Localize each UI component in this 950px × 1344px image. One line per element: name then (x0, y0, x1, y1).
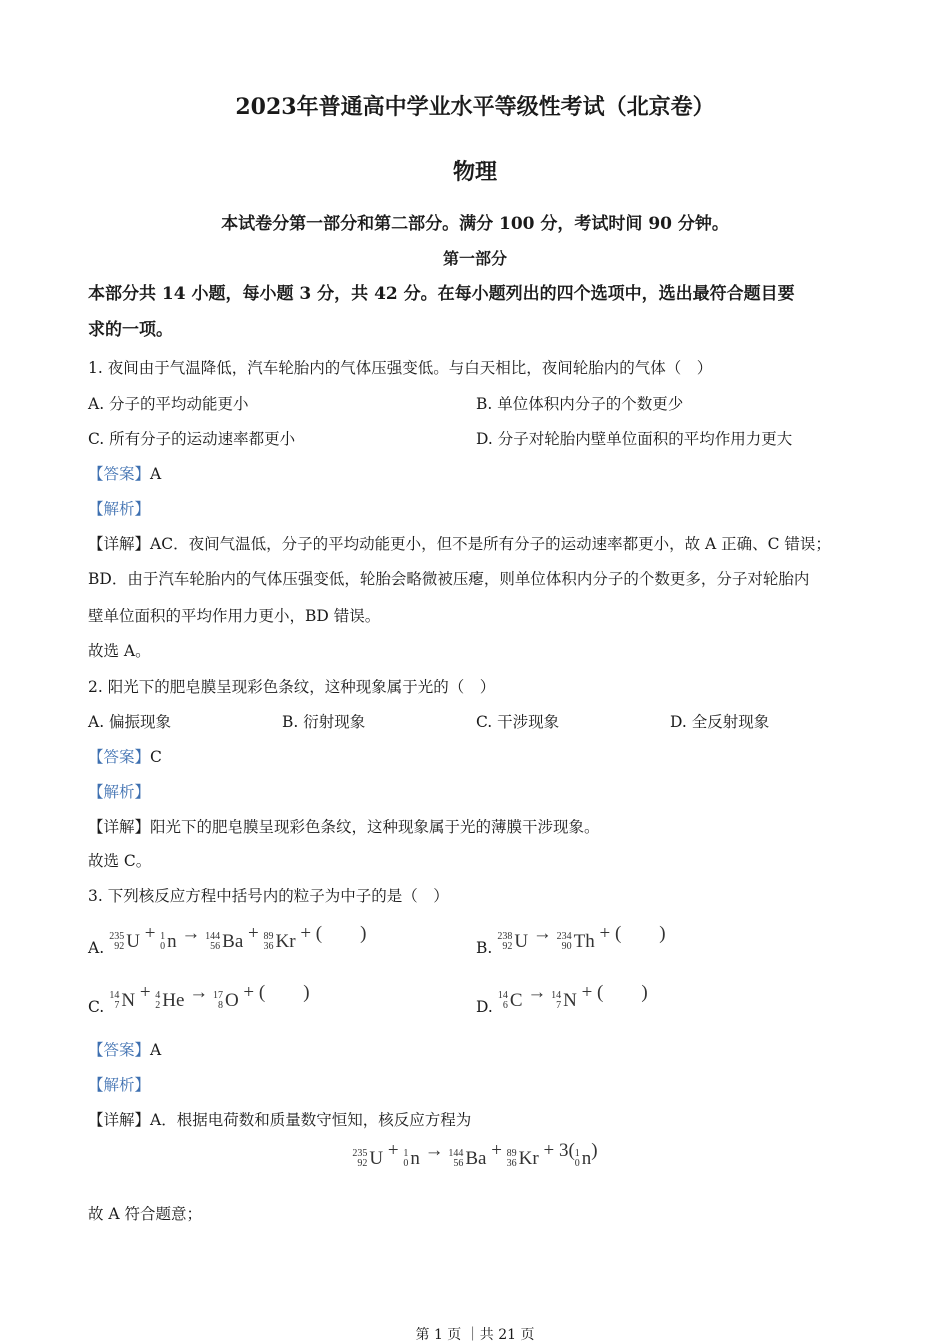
mass-number: 17 (212, 990, 223, 1001)
q3-result-equation (0, 1140, 950, 1170)
plus-sign: + (599, 923, 611, 944)
exam-intro: 本试卷分第一部分和第二部分。满分 100 分，考试时间 90 分钟。 (221, 214, 729, 234)
equation-a (109, 923, 367, 952)
q2-detail-line-1 (88, 815, 600, 837)
charge-number: 0 (403, 1158, 409, 1169)
part-heading: 第一部分 (442, 249, 507, 268)
element-symbol: U (369, 1148, 384, 1169)
q3-conclusion: 故 A 符合题意； (88, 1205, 203, 1223)
q3-answer (88, 1038, 161, 1060)
element-symbol: n (410, 1148, 420, 1169)
q1-detail-line-2: BD．由于汽车轮胎内的气体压强变低，轮胎会略微被压瘪，则单位体积内分子的个数更多，分子对轮胎内 (88, 570, 810, 588)
q3-option-d (476, 977, 648, 1016)
answer-blank: ( ) (597, 982, 648, 1003)
answer-blank: ( ) (315, 923, 367, 944)
mass-number: 144 (205, 931, 221, 942)
charge-number: 2 (155, 1000, 161, 1011)
detail-tag: 【详解】 (88, 818, 151, 836)
reaction-arrow: → (189, 982, 209, 1003)
mass-number: 14 (109, 990, 120, 1001)
nuclide-ba (205, 931, 243, 953)
option-label: D. (476, 998, 493, 1016)
element-symbol: n (167, 931, 177, 952)
equation-d (497, 982, 648, 1011)
charge-number: 7 (556, 1000, 562, 1011)
nuclide-neutron (575, 1148, 592, 1170)
q1-stem: 1. 夜间由于气温降低，汽车轮胎内的气体压强变低。与白天相比，夜间轮胎内的气体（ ） (88, 359, 713, 377)
nuclide-n14 (109, 990, 135, 1012)
nuclide-u235 (352, 1148, 383, 1170)
plus-sign: + (248, 923, 259, 944)
detail-text: AC．夜间气温低，分子的平均动能更小，但不是所有分子的运动速率都更小，故 A 正确、C 错误； (150, 535, 831, 553)
plus-sign: + (387, 1140, 399, 1161)
answer-value: A (150, 1041, 162, 1059)
q3-detail-line-1 (88, 1108, 471, 1130)
mass-number: 238 (497, 931, 513, 942)
plus-sign: + (243, 982, 255, 1003)
mass-number: 144 (448, 1148, 464, 1159)
q1-analysis-tag: 【解析】 (88, 500, 151, 518)
option-label: B. (476, 939, 493, 957)
q1-option-d: D. 分子对轮胎内壁单位面积的平均作用力更大 (476, 430, 793, 448)
q1-option-c: C. 所有分子的运动速率都更小 (88, 430, 296, 448)
answer-tag: 【答案】 (88, 1041, 151, 1059)
charge-number: 7 (114, 1000, 120, 1011)
answer-tag: 【答案】 (88, 465, 151, 483)
charge-number: 56 (210, 941, 221, 952)
element-symbol: O (224, 990, 239, 1011)
q1-option-a: A. 分子的平均动能更小 (88, 395, 249, 413)
answer-value: C (150, 748, 162, 766)
answer-value: A (150, 465, 162, 483)
nuclide-kr (264, 931, 296, 953)
page-footer: 第 1 页 ｜共 21 页 (415, 1327, 535, 1343)
open-paren: ( (568, 1140, 575, 1161)
mass-number: 234 (556, 931, 572, 942)
nuclide-n14 (551, 990, 577, 1012)
element-symbol: Ba (222, 931, 244, 952)
nuclide-kr (507, 1148, 539, 1170)
q1-detail-line-1 (88, 532, 831, 554)
answer-blank: ( ) (614, 923, 666, 944)
element-symbol: Th (573, 931, 595, 952)
mass-number: 14 (497, 990, 508, 1001)
element-symbol: N (563, 990, 577, 1011)
q3-option-c (88, 977, 310, 1016)
q3-stem: 3. 下列核反应方程中括号内的粒子为中子的是（ ） (88, 887, 449, 905)
detail-tag: 【详解】 (88, 1111, 151, 1129)
charge-number: 36 (506, 1158, 517, 1169)
charge-number: 92 (114, 941, 125, 952)
subject-heading: 物理 (452, 159, 497, 185)
charge-number: 92 (502, 941, 513, 952)
plus-sign: + (491, 1140, 502, 1161)
nuclide-c14 (498, 990, 523, 1012)
part-instruction (88, 276, 868, 348)
option-label: A. (88, 939, 105, 957)
nuclide-th (557, 931, 595, 953)
element-symbol: U (514, 931, 529, 952)
mass-number: 235 (109, 931, 125, 942)
q2-option-b: B. 衍射现象 (282, 713, 366, 731)
instruction-line-1: 本部分共 14 小题，每小题 3 分，共 42 分。在每小题列出的四个选项中，选出最符合题目要 (88, 284, 795, 304)
mass-number: 89 (263, 931, 274, 942)
charge-number: 0 (574, 1158, 580, 1169)
element-symbol: Ba (465, 1148, 487, 1169)
mass-number: 1 (403, 1148, 409, 1159)
q3-analysis-tag: 【解析】 (88, 1076, 151, 1094)
element-symbol: C (509, 990, 523, 1011)
element-symbol: N (121, 990, 136, 1011)
answer-tag: 【答案】 (88, 748, 151, 766)
q2-stem: 2. 阳光下的肥皂膜呈现彩色条纹，这种现象属于光的（ ） (88, 678, 496, 696)
nuclide-neutron (160, 931, 177, 953)
q1-answer (88, 462, 161, 484)
q2-option-a: A. 偏振现象 (88, 713, 172, 731)
q2-answer (88, 745, 162, 767)
detail-text: 阳光下的肥皂膜呈现彩色条纹，这种现象属于光的薄膜干涉现象。 (150, 818, 600, 836)
charge-number: 90 (561, 941, 572, 952)
q1-conclusion: 故选 A。 (88, 642, 151, 660)
q1-option-b: B. 单位体积内分子的个数更少 (476, 395, 684, 413)
q1-detail-line-3: 壁单位面积的平均作用力更小，BD 错误。 (88, 607, 381, 625)
detail-text: A．根据电荷数和质量数守恒知，核反应方程为 (150, 1111, 472, 1129)
instruction-line-2: 求的一项。 (88, 320, 173, 340)
mass-number: 235 (352, 1148, 368, 1159)
plus-sign: + (300, 923, 312, 944)
charge-number: 8 (217, 1000, 223, 1011)
mass-number: 1 (160, 931, 166, 942)
charge-number: 36 (263, 941, 274, 952)
element-symbol: n (581, 1148, 592, 1169)
element-symbol: U (126, 931, 140, 952)
result-equation (352, 1140, 598, 1169)
exam-title: 2023年普通高中学业水平等级性考试（北京卷） (235, 94, 715, 120)
element-symbol: Kr (275, 931, 296, 952)
reaction-arrow: → (532, 923, 552, 944)
nuclide-he (155, 990, 184, 1012)
q3-option-a (88, 918, 367, 957)
charge-number: 56 (453, 1158, 464, 1169)
charge-number: 6 (502, 1000, 508, 1011)
nuclide-neutron (403, 1148, 420, 1170)
charge-number: 92 (357, 1158, 368, 1169)
mass-number: 1 (574, 1148, 580, 1159)
option-label: C. (88, 998, 105, 1016)
plus-sign: + (139, 982, 151, 1003)
element-symbol: Kr (518, 1148, 539, 1169)
q2-conclusion: 故选 C。 (88, 852, 152, 870)
coefficient: 3 (558, 1140, 569, 1161)
mass-number: 14 (551, 990, 562, 1001)
nuclide-u235 (109, 931, 140, 953)
close-paren: ) (591, 1140, 598, 1161)
q2-option-c: C. 干涉现象 (476, 713, 560, 731)
mass-number: 4 (155, 990, 161, 1001)
answer-blank: ( ) (258, 982, 310, 1003)
q3-option-b (476, 918, 666, 957)
reaction-arrow: → (424, 1140, 444, 1161)
plus-sign: + (543, 1140, 555, 1161)
q2-analysis-tag: 【解析】 (88, 783, 151, 801)
nuclide-ba (448, 1148, 486, 1170)
plus-sign: + (581, 982, 593, 1003)
equation-c (109, 982, 310, 1011)
q2-option-d: D. 全反射现象 (670, 713, 770, 731)
reaction-arrow: → (527, 982, 547, 1003)
mass-number: 89 (506, 1148, 517, 1159)
detail-tag: 【详解】 (88, 535, 151, 553)
charge-number: 0 (160, 941, 166, 952)
equation-b (497, 923, 666, 952)
element-symbol: He (162, 990, 185, 1011)
plus-sign: + (144, 923, 156, 944)
nuclide-o17 (213, 990, 239, 1012)
reaction-arrow: → (181, 923, 201, 944)
nuclide-u238 (497, 931, 528, 953)
